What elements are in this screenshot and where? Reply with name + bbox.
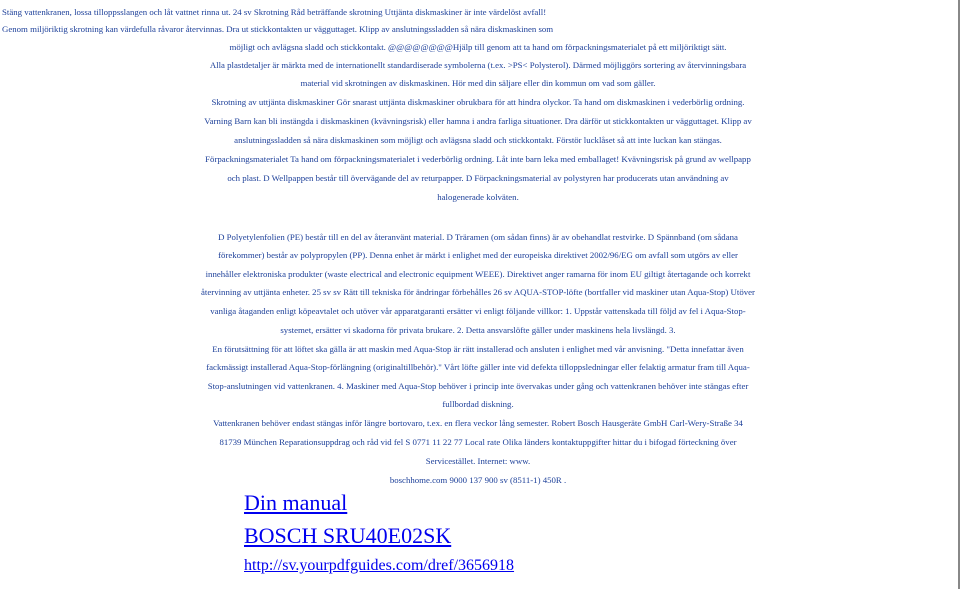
text-line — [0, 208, 956, 225]
text-line: fullbordad diskning. — [442, 399, 514, 409]
text-line: anslutningssladden så nära diskmaskinen som möjligt och avlägsna sladd och stickkontakt. Förstör lucklåset så att inte luckan kan stängas. — [234, 135, 722, 145]
text-line: 81739 München Reparationsuppdrag och råd vid fel S 0771 11 22 77 Local rate Olika länders kontaktuppgifter hittar du i bifogad förteckning över — [219, 437, 737, 447]
text-line: och plast. D Wellpappen består till övervägande del av returpapper. D Förpackningsmaterial av polystyren har producerats utan användning av — [227, 173, 729, 183]
text-line: En förutsättning för att löftet ska gälla är att maskin med Aqua-Stop är rätt installerad och ansluten i enlighet med vår anvisning. "Detta innefattar även — [212, 344, 744, 354]
text-line: förekommer) består av polypropylen (PP). Denna enhet är märkt i enlighet med der europeiska direktivet 2002/96/EG om avfall som utgörs av eller — [218, 250, 738, 260]
din-manual-link[interactable]: Din manual — [244, 490, 348, 515]
text-line: vanliga åtaganden enligt köpeavtalet och utöver vår apparatgaranti ersätter vi enligt följande villkor: 1. Uppstår vattenskada till följd av fel i Aqua-Stop- — [210, 306, 746, 316]
text-line: innehåller elektroniska produkter (waste electrical and electronic equipment WEEE). Direktivet anger ramarna för inom EU giltigt återtagande och korrekt — [205, 269, 751, 279]
text-line: Skrotning av uttjänta diskmaskiner Gör snarast uttjänta diskmaskiner obrukbara för att hindra olyckor. Ta hand om diskmaskinen i vederbörlig ordning. — [211, 97, 745, 107]
text-line: systemet, ersätter vi skadorna för privata brukare. 2. Detta ansvarslöfte gäller under maskinens hela livslängd. 3. — [280, 325, 676, 335]
text-line: Genom miljöriktig skrotning kan värdefulla råvaror återvinnas. Dra ut stickkontakten ur vägguttaget. Klipp av anslutningssladden så nära diskmaskinen som — [2, 24, 554, 34]
manual-url-link[interactable]: http://sv.yourpdfguides.com/dref/3656918 — [244, 557, 515, 574]
text-line: material vid skrotningen av diskmaskinen. Hör med din säljare eller din kommun om vad som gäller. — [300, 78, 656, 88]
text-line: Varning Barn kan bli instängda i diskmaskinen (kvävningsrisk) eller hamna i andra farliga situationer. Dra därför ut stickkontakten ur vägguttaget. Klipp av — [204, 116, 752, 126]
text-line: Alla plastdetaljer är märkta med de internationellt standardiserade symbolerna (t.ex. >PS< Polysterol). Därmed möjliggörs sortering av återvinningsbara — [209, 60, 747, 70]
model-name-link[interactable]: BOSCH SRU40E02SK — [244, 523, 452, 548]
text-line: halogenerade kolväten. — [437, 192, 519, 202]
text-line: möjligt och avlägsna sladd och stickkontakt. @@@@@@@@Hjälp till genom att ta hand om förpackningsmaterialet på ett miljöriktigt sätt. — [229, 42, 727, 52]
text-line: Förpackningsmaterialet Ta hand om förpackningsmaterialet i vederbörlig ordning. Låt inte barn leka med emballaget! Kvävningsrisk på grund av wellpapp — [205, 154, 751, 164]
text-line: D Polyetylenfolien (PE) består till en del av återanvänt material. D Träramen (om sådan finns) är av obehandlat restvirke. D Spännband (om sådana — [218, 232, 738, 242]
text-line: återvinning av uttjänta enheter. 25 sv sv Rätt till tekniska för ändringar förbehålles 26 sv AQUA-STOP-löfte (bortfaller vid maskiner utan Aqua-Stop) Utöver — [201, 287, 755, 297]
text-line: Servicestället. Internet: www. — [425, 456, 531, 466]
text-line: fackmässigt installerad Aqua-Stop-förlängning (originaltillbehör)." Vårt löfte gäller inte vid defekta tilloppsledningar eller felaktig armatur fram till Aqua- — [206, 362, 750, 372]
text-line: Vattenkranen behöver endast stängas inför längre bortovaro, t.ex. en flera veckor lång semester. Robert Bosch Hausgeräte GmbH Carl-Wery-Straße 34 — [213, 418, 743, 428]
text-line: Stäng vattenkranen, lossa tilloppsslangen och låt vattnet rinna ut. 24 sv Skrotning Råd beträffande skrotning Uttjänta diskmaskiner är inte värdelöst avfall! — [2, 7, 547, 17]
text-line: boschhome.com 9000 137 900 sv (8511-1) 450R . — [389, 475, 567, 485]
text-line: Stop-anslutningen vid vattenkranen. 4. Maskiner med Aqua-Stop behöver i princip inte övervakas under gång och vattenkranen behöver inte stängas efter — [207, 381, 749, 391]
